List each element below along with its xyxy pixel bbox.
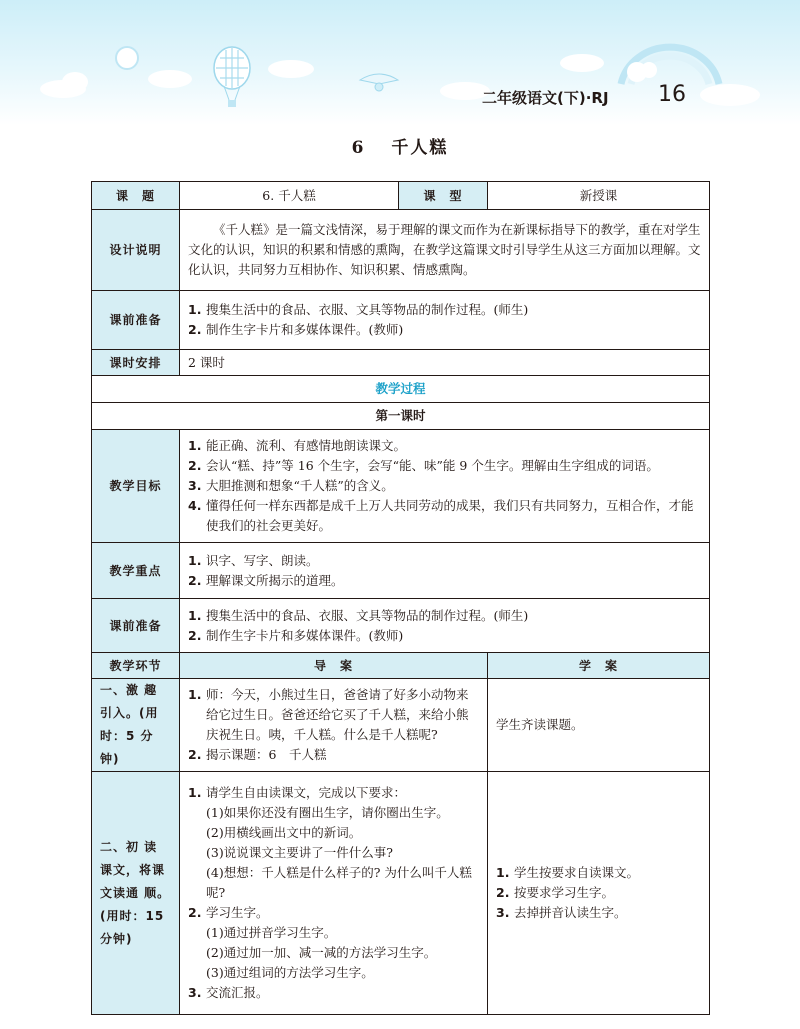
prep-cell-2 (180, 599, 710, 653)
table-row (92, 210, 710, 291)
key-label: 教学重点 (92, 543, 180, 599)
type-label: 课 型 (399, 182, 488, 210)
rainbow-icon (615, 28, 725, 88)
cloud-decoration (268, 60, 314, 78)
cloud-decoration (560, 54, 604, 72)
item-text: 制作生字卡片和多媒体课件。(教师) (206, 322, 404, 337)
item-number: 2. (188, 458, 202, 473)
item-number: 3. (188, 985, 202, 1000)
table-row (92, 403, 710, 430)
lesson-plan-table (91, 181, 710, 1015)
item-number: 3. (188, 478, 202, 493)
item-text: 揭示课题：6 千人糕 (206, 747, 327, 762)
item-number: 1. (188, 438, 202, 453)
item-number: 2. (188, 747, 202, 762)
lesson-title (0, 133, 800, 158)
item-text: 理解课文所揭示的道理。 (206, 572, 344, 588)
step-2-label: 二、初 读 课文，将课文读通 顺。(用时：15 分钟) (92, 772, 180, 1015)
book-subject: 二年级语文(下)·RJ (482, 89, 609, 107)
list-item (188, 745, 479, 765)
item-text: 懂得任何一样东西都是成千上万人共同劳动的成果，我们只有共同努力，互相合作，才能使我们的社会更美好。 (206, 498, 694, 533)
table-row (92, 679, 710, 772)
list-item (188, 436, 701, 456)
sun-icon (115, 46, 139, 70)
step-2-study (488, 772, 710, 1015)
prep-label: 课前准备 (92, 291, 180, 350)
list-item (496, 903, 701, 923)
step-header: 教学环节 (92, 653, 180, 679)
goals-label: 教学目标 (92, 430, 180, 543)
item-number: 2. (496, 885, 510, 900)
table-row (92, 599, 710, 653)
list-item (188, 456, 701, 476)
study-header: 学 案 (488, 653, 710, 679)
topic-value: 6. 千人糕 (180, 182, 399, 210)
item-text: 学习生字。 (206, 905, 269, 920)
table-row (92, 772, 710, 1015)
item-number: 1. (188, 302, 202, 317)
item-number: 1. (188, 687, 202, 702)
prep-cell (180, 291, 710, 350)
item-text: 识字、写字、朗读。 (206, 552, 319, 568)
hot-air-balloon-icon (212, 46, 252, 112)
design-cell (180, 210, 710, 291)
item-text: 搜集生活中的食品、衣服、文具等物品的制作过程。(师生) (206, 302, 529, 317)
list-item (188, 903, 479, 923)
goals-cell (180, 430, 710, 543)
table-row (92, 430, 710, 543)
item-number: 2. (188, 322, 202, 337)
period-heading: 第一课时 (92, 403, 710, 430)
item-text: 搜集生活中的食品、衣服、文具等物品的制作过程。(师生) (206, 607, 529, 623)
design-label: 设计说明 (92, 210, 180, 291)
prep-label-2: 课前准备 (92, 599, 180, 653)
list-item (188, 783, 479, 803)
table-row (92, 182, 710, 210)
type-value: 新授课 (488, 182, 710, 210)
lesson-name: 千人糕 (391, 138, 449, 158)
table-row (92, 543, 710, 599)
sub-item: (2)通过加一加、减一减的方法学习生字。 (206, 945, 437, 960)
list-item (188, 626, 701, 646)
schedule-value: 2 课时 (180, 350, 710, 376)
table-row (92, 350, 710, 376)
glider-icon (358, 64, 400, 98)
key-cell (180, 543, 710, 599)
table-row (92, 291, 710, 350)
item-text: 请学生自由读课文，完成以下要求： (206, 785, 407, 800)
sub-item: (3)通过组词的方法学习生字。 (206, 965, 374, 980)
process-heading: 教学过程 (92, 376, 710, 403)
list-item (496, 863, 701, 883)
item-number: 3. (496, 905, 510, 920)
sub-item: (1)通过拼音学习生字。 (206, 925, 337, 940)
sub-item: (4)想想：千人糕是什么样子的? 为什么叫千人糕呢? (206, 865, 472, 900)
step-2-guide (180, 772, 488, 1015)
list-item (188, 300, 701, 320)
step-1-label: 一、激 趣 引入。(用时：5 分钟) (92, 679, 180, 772)
list-item (496, 883, 701, 903)
lesson-number: 6 (351, 138, 366, 158)
table-row (92, 376, 710, 403)
list-item (188, 571, 701, 591)
topic-label: 课 题 (92, 182, 180, 210)
item-number: 1. (188, 607, 202, 623)
list-item (188, 551, 701, 571)
item-text: 大胆推测和想象“千人糕”的含义。 (206, 478, 394, 493)
item-number: 2. (188, 627, 202, 643)
item-number: 2. (188, 572, 202, 588)
step-1-guide (180, 679, 488, 772)
table-row (92, 653, 710, 679)
item-number: 1. (188, 785, 202, 800)
item-text: 按要求学习生字。 (514, 885, 615, 900)
sub-item: (2)用横线画出文中的新词。 (206, 825, 362, 840)
item-number: 2. (188, 905, 202, 920)
list-item (188, 496, 701, 536)
sub-item: (1)如果你还没有圈出生字，请你圈出生字。 (206, 805, 449, 820)
guide-header: 导 案 (180, 653, 488, 679)
item-text: 师：今天，小熊过生日，爸爸请了好多小动物来给它过生日。爸爸还给它买了千人糕，来给小熊庆祝生日。咦，千人糕。什么是千人糕呢? (206, 687, 469, 742)
item-number: 1. (496, 865, 510, 880)
item-number: 4. (188, 498, 202, 513)
item-text: 学生按要求自读课文。 (514, 865, 640, 880)
item-text: 制作生字卡片和多媒体课件。(教师) (206, 627, 404, 643)
design-text: 《千人糕》是一篇文浅情深，易于理解的课文而作为在新课标指导下的教学，重在对学生文化的认识，知识的积累和情感的熏陶，在教学这篇课文时引导学生从这三方面加以理解。文化认识，共同努力互相协作、知识积累、情感熏陶。 (188, 222, 701, 277)
schedule-label: 课时安排 (92, 350, 180, 376)
list-item (188, 983, 479, 1003)
cloud-decoration (62, 72, 88, 92)
list-item (188, 685, 479, 745)
item-text: 能正确、流利、有感情地朗读课文。 (206, 438, 407, 453)
item-number: 1. (188, 552, 202, 568)
cloud-decoration (148, 70, 192, 88)
item-text: 会认“糕、持”等 16 个生字，会写“能、味”能 9 个生字。理解由生字组成的词语。 (206, 458, 659, 473)
item-text: 交流汇报。 (206, 985, 269, 1000)
list-item (188, 320, 701, 340)
item-text: 去掉拼音认读生字。 (514, 905, 627, 920)
step-1-study: 学生齐读课题。 (488, 679, 710, 772)
list-item (188, 606, 701, 626)
list-item (188, 476, 701, 496)
page-number: 16 (658, 82, 686, 107)
sub-item: (3)说说课文主要讲了一件什么事? (206, 845, 393, 860)
